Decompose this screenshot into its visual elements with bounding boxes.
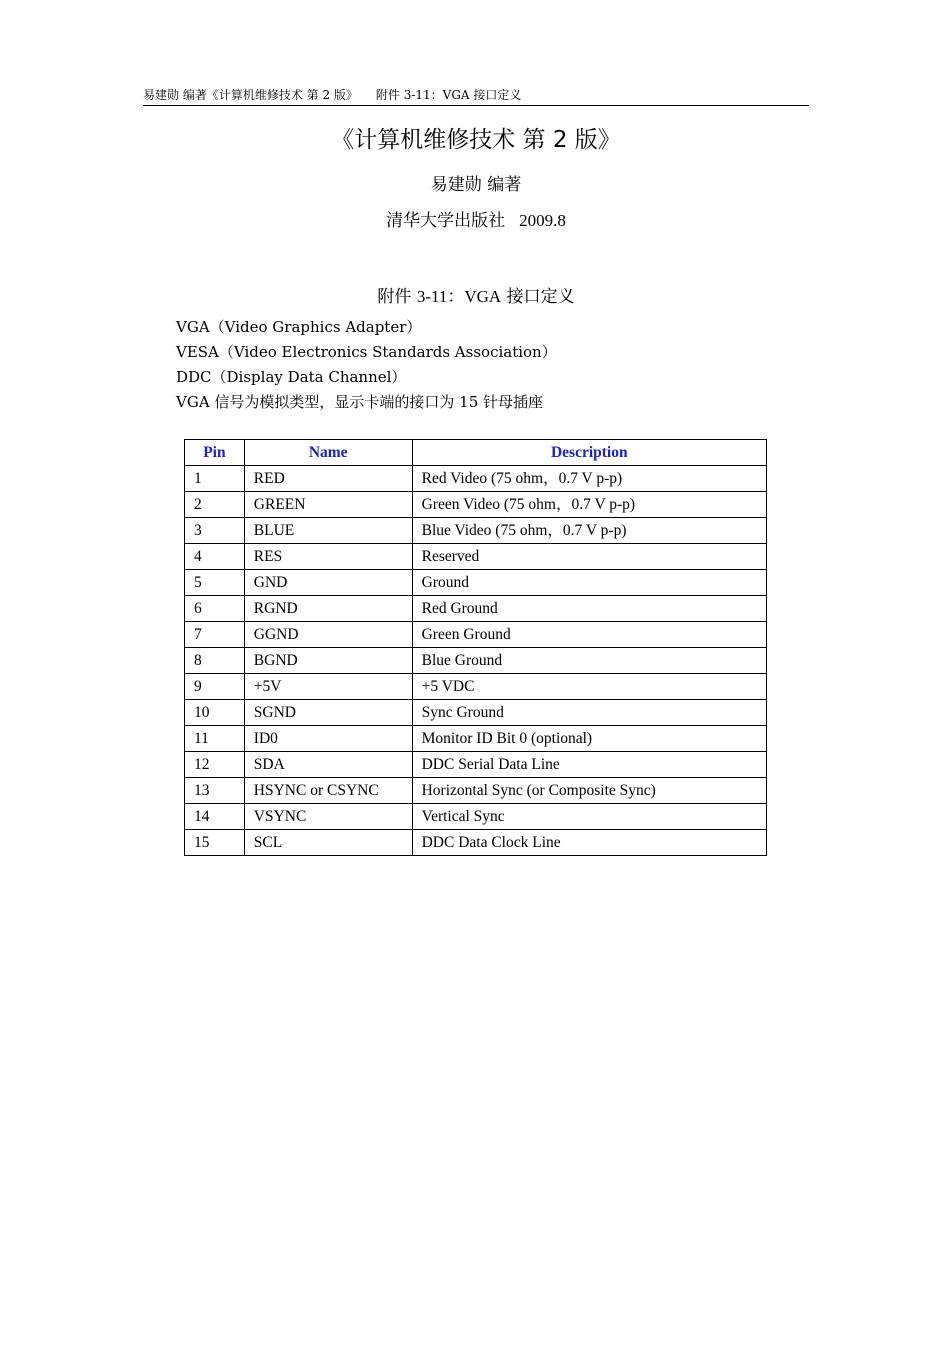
table-row	[185, 492, 767, 518]
pin-cell: 4	[185, 544, 245, 570]
intro-line: DDC（Display Data Channel）	[176, 368, 407, 386]
table-body	[185, 466, 767, 856]
pin-cell: 7	[185, 622, 245, 648]
pin-cell: 14	[185, 804, 245, 830]
column-header-name: Name	[244, 440, 412, 466]
table-row	[185, 466, 767, 492]
description-cell: DDC Data Clock Line	[412, 830, 766, 856]
table-row	[185, 596, 767, 622]
description-cell: Ground	[412, 570, 766, 596]
intro-line: VESA（Video Electronics Standards Association）	[176, 343, 557, 361]
running-header	[143, 86, 809, 106]
name-cell: RED	[244, 466, 412, 492]
intro-line: VGA 信号为模拟类型，显示卡端的接口为 15 针母插座	[176, 393, 544, 411]
table-header-row	[185, 440, 767, 466]
column-header-description: Description	[412, 440, 766, 466]
section-title	[0, 284, 952, 310]
table-row	[185, 544, 767, 570]
description-cell: Blue Video (75 ohm，0.7 V p-p)	[412, 518, 766, 544]
description-cell: DDC Serial Data Line	[412, 752, 766, 778]
section-number: 3-11：VGA	[416, 287, 502, 306]
table-row	[185, 804, 767, 830]
pin-cell: 2	[185, 492, 245, 518]
name-cell: ID0	[244, 726, 412, 752]
pin-cell: 13	[185, 778, 245, 804]
section-suffix: 接口定义	[506, 287, 575, 307]
publisher-name: 清华大学出版社	[386, 211, 506, 231]
description-cell: Red Video (75 ohm，0.7 V p-p)	[412, 466, 766, 492]
author-line: 易建勋 编著	[430, 175, 522, 195]
pin-cell: 5	[185, 570, 245, 596]
description-cell: Red Ground	[412, 596, 766, 622]
table-row	[185, 648, 767, 674]
description-cell: Blue Ground	[412, 648, 766, 674]
pin-table	[184, 439, 767, 856]
pin-cell: 12	[185, 752, 245, 778]
pin-cell: 6	[185, 596, 245, 622]
table-row	[185, 700, 767, 726]
name-cell: SDA	[244, 752, 412, 778]
name-cell: GREEN	[244, 492, 412, 518]
table-row	[185, 674, 767, 700]
name-cell: SGND	[244, 700, 412, 726]
description-cell: Green Video (75 ohm，0.7 V p-p)	[412, 492, 766, 518]
section-prefix: 附件	[377, 287, 412, 307]
pin-cell: 8	[185, 648, 245, 674]
intro-block	[176, 315, 557, 415]
name-cell: RES	[244, 544, 412, 570]
pin-cell: 9	[185, 674, 245, 700]
description-cell: Sync Ground	[412, 700, 766, 726]
description-cell: Vertical Sync	[412, 804, 766, 830]
table-row	[185, 778, 767, 804]
name-cell: VSYNC	[244, 804, 412, 830]
name-cell: GGND	[244, 622, 412, 648]
description-cell: Monitor ID Bit 0 (optional)	[412, 726, 766, 752]
pin-cell: 1	[185, 466, 245, 492]
name-cell: BGND	[244, 648, 412, 674]
table-row	[185, 570, 767, 596]
name-cell: GND	[244, 570, 412, 596]
column-header-pin: Pin	[185, 440, 245, 466]
table-row	[185, 726, 767, 752]
intro-line: VGA（Video Graphics Adapter）	[176, 318, 422, 336]
name-cell: +5V	[244, 674, 412, 700]
publication-year: 2009.8	[519, 211, 566, 230]
pin-cell: 3	[185, 518, 245, 544]
pin-cell: 10	[185, 700, 245, 726]
name-cell: HSYNC or CSYNC	[244, 778, 412, 804]
name-cell: SCL	[244, 830, 412, 856]
description-cell: +5 VDC	[412, 674, 766, 700]
table-row	[185, 752, 767, 778]
table-row	[185, 518, 767, 544]
description-cell: Horizontal Sync (or Composite Sync)	[412, 778, 766, 804]
description-cell: Green Ground	[412, 622, 766, 648]
description-cell: Reserved	[412, 544, 766, 570]
table-row	[185, 830, 767, 856]
name-cell: BLUE	[244, 518, 412, 544]
pin-cell: 11	[185, 726, 245, 752]
running-header-text: 易建勋 编著《计算机维修技术 第 2 版》 附件 3-11：VGA 接口定义	[143, 88, 522, 102]
table-row	[185, 622, 767, 648]
publisher-line	[0, 208, 952, 234]
pin-cell: 15	[185, 830, 245, 856]
book-title: 《计算机维修技术 第 2 版》	[331, 127, 621, 153]
name-cell: RGND	[244, 596, 412, 622]
